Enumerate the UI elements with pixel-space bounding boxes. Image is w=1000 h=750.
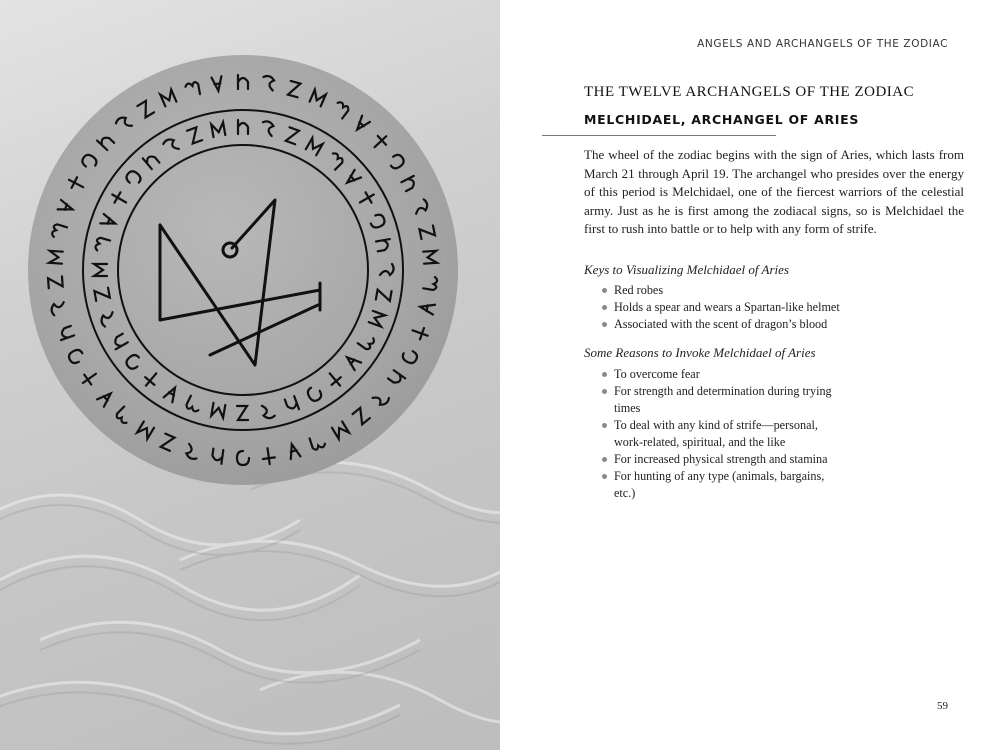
bullet-icon: [602, 322, 607, 327]
keys-heading: Keys to Visualizing Melchidael of Aries: [584, 262, 789, 277]
list-item: To overcome fear: [584, 366, 844, 383]
list-item: For increased physical strength and stamina: [584, 451, 844, 468]
section-title: MELCHIDAEL, ARCHANGEL OF ARIES: [584, 112, 860, 127]
bullet-icon: [602, 474, 607, 479]
list-item: To deal with any kind of strife—personal, work-related, spiritual, and the like: [584, 417, 844, 451]
list-item: For strength and determination during trying times: [584, 383, 844, 417]
bullet-icon: [602, 389, 607, 394]
bullet-icon: [602, 457, 607, 462]
bullet-icon: [602, 305, 607, 310]
reasons-heading: Some Reasons to Invoke Melchidael of Aries: [584, 345, 816, 360]
list-item: Holds a spear and wears a Spartan-like helmet: [584, 299, 914, 316]
bullet-icon: [602, 288, 607, 293]
list-item: Red robes: [584, 282, 914, 299]
title-rule: [542, 135, 776, 136]
running-head: ANGELS AND ARCHANGELS OF THE ZODIAC: [697, 38, 948, 50]
text-page: [500, 0, 1000, 750]
list-item: Associated with the scent of dragon’s blood: [584, 316, 914, 333]
bullet-icon: [602, 423, 607, 428]
chapter-title: THE TWELVE ARCHANGELS OF THE ZODIAC: [584, 84, 915, 100]
list-item: For hunting of any type (animals, bargains, etc.): [584, 468, 844, 502]
body-paragraph: The wheel of the zodiac begins with the sign of Aries, which lasts from March 21 through April 19. The archangel who presides over the energy of this period is Melchidael, one of the fiercest warriors of the celestial army. Just as he is first among the zodiacal signs, so is Melchidael the first to rush into battle or to help with any form of strife.: [584, 147, 964, 236]
page-number: 59: [937, 700, 948, 712]
keys-list: [584, 282, 914, 333]
bullet-icon: [602, 372, 607, 377]
reasons-list: [584, 366, 844, 502]
